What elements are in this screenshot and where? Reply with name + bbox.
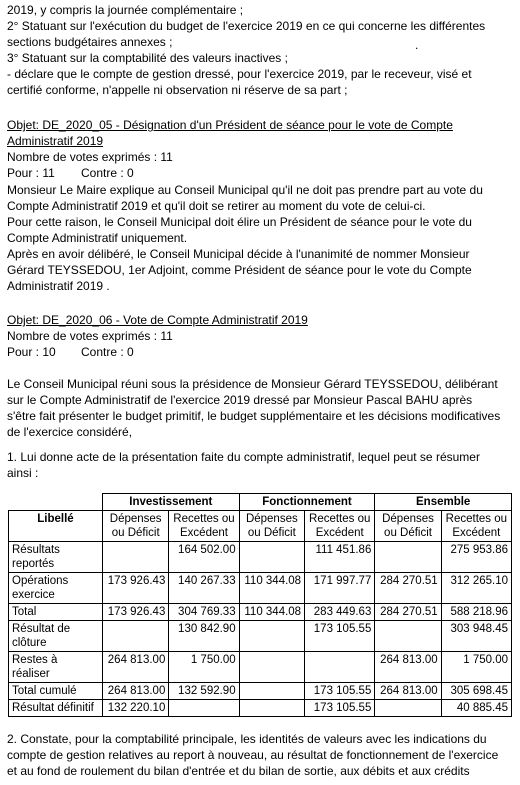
paragraph-line: Après en avoir délibéré, le Conseil Municipal décide à l'unanimité de nommer Monsieur bbox=[7, 247, 470, 261]
table-row bbox=[9, 542, 512, 573]
table-cell: 275 953.86 bbox=[441, 542, 511, 573]
objet-05-body bbox=[7, 182, 510, 294]
paragraph-line: Administratif 2019 . bbox=[7, 279, 110, 293]
row-label bbox=[9, 700, 103, 717]
table-cell: 1 750.00 bbox=[441, 652, 511, 683]
empty-corner bbox=[9, 494, 103, 511]
table-cell bbox=[305, 652, 375, 683]
row-label-line: clôture bbox=[12, 637, 47, 649]
row-label bbox=[9, 542, 103, 573]
intro-line: 2° Statuant sur l'exécution du budget de l'exercice 2019 en ce qui concerne les différentes bbox=[7, 19, 486, 33]
paragraph-line: compte de gestion relatives au report à nouveau, au résultat de fonctionnement de l'exercice bbox=[7, 748, 499, 762]
paragraph-line: Gérard TEYSSEDOU, 1er Adjoint, comme Président de séance pour le vote du Compte bbox=[7, 263, 472, 277]
intro-line: 3° Statuant sur la comptabilité des valeurs inactives ; bbox=[7, 51, 288, 65]
table-cell: 588 218.96 bbox=[441, 604, 511, 621]
paragraph-line: Compte Administratif 2019 et qu'il doit se retirer au moment du vote de celui-ci. bbox=[7, 199, 426, 213]
table-cell: 264 813.00 bbox=[375, 683, 441, 700]
table-cell bbox=[103, 621, 169, 652]
paragraph-line: Compte Administratif uniquement. bbox=[7, 231, 188, 245]
paragraph-line: Pour cette raison, le Conseil Municipal doit élire un Président de séance pour le vote du bbox=[7, 215, 472, 229]
header-recettes bbox=[441, 511, 511, 542]
objet-06-tally bbox=[7, 344, 510, 360]
table-cell: 110 344.08 bbox=[239, 573, 304, 604]
header-line: Dépenses bbox=[382, 513, 434, 525]
header-line: Recettes ou bbox=[173, 513, 235, 525]
intro-line: sections budgétaires annexes ; bbox=[7, 35, 173, 49]
row-label-line: Résultat définitif bbox=[12, 702, 94, 714]
table-cell: 173 105.55 bbox=[305, 683, 375, 700]
table-cell bbox=[375, 700, 441, 717]
table-cell: 173 105.55 bbox=[305, 621, 375, 652]
header-line: ou Déficit bbox=[247, 527, 296, 539]
paragraph-line: s'être fait présenter le budget primitif, le budget supplémentaire et les décisions modificatives bbox=[7, 409, 501, 423]
row-label-line: reportés bbox=[12, 558, 55, 570]
paragraph-line: et au fond de roulement du bilan d'entrée et du bilan de sortie, aux débits et aux crédits bbox=[7, 764, 470, 778]
table-cell: 140 267.33 bbox=[169, 573, 239, 604]
objet-06-votes: Nombre de votes exprimés : 11 bbox=[7, 329, 173, 343]
objet-05-tally bbox=[7, 165, 510, 181]
table-cell: 111 451.86 bbox=[305, 542, 375, 573]
table-cell: 110 344.08 bbox=[239, 604, 304, 621]
header-line: Excédent bbox=[180, 527, 228, 539]
table-row bbox=[9, 683, 512, 700]
table-sub-header-row bbox=[9, 511, 512, 542]
row-label-line: Résultats bbox=[12, 544, 60, 556]
paragraph-line: ainsi : bbox=[7, 466, 39, 480]
objet-05-pour: Pour : 11 bbox=[7, 166, 55, 180]
header-line: Excédent bbox=[315, 527, 364, 539]
header-line: ou Déficit bbox=[384, 527, 432, 539]
intro-line: 2019, y compris la journée complémentaire ; bbox=[7, 3, 244, 17]
table-cell bbox=[169, 700, 239, 717]
objet-06-title: Objet: DE_2020_06 - Vote de Compte Administratif 2019 bbox=[7, 313, 308, 327]
table-cell: 40 885.45 bbox=[441, 700, 511, 717]
header-line: Recettes ou bbox=[309, 513, 371, 525]
intro-paragraph bbox=[7, 2, 510, 98]
table-cell: 264 813.00 bbox=[103, 683, 169, 700]
table-row bbox=[9, 604, 512, 621]
paragraph-line: Le Conseil Municipal réuni sous la présidence de Monsieur Gérard TEYSSEDOU, délibérant bbox=[7, 377, 498, 391]
objet-06-contre: Contre : 0 bbox=[81, 345, 134, 359]
table-body bbox=[9, 542, 512, 717]
header-depenses bbox=[239, 511, 304, 542]
table-cell: 1 750.00 bbox=[169, 652, 239, 683]
resume-intro bbox=[7, 449, 510, 481]
objet-06-section bbox=[7, 312, 510, 360]
group-ensemble: Ensemble bbox=[375, 494, 512, 511]
table-cell: 264 813.00 bbox=[103, 652, 169, 683]
header-line: ou Déficit bbox=[111, 527, 160, 539]
table-cell bbox=[239, 542, 304, 573]
table-cell: 132 592.90 bbox=[169, 683, 239, 700]
paragraph-line: 1. Lui donne acte de la présentation faite du compte administratif, lequel peut se résumer bbox=[7, 450, 480, 464]
row-label-line: Résultat de bbox=[12, 623, 71, 635]
table-cell: 284 270.51 bbox=[375, 573, 441, 604]
objet-05-title: Objet: DE_2020_05 - Désignation d'un Président de séance pour le vote de Compte bbox=[7, 118, 453, 132]
table-cell: 284 270.51 bbox=[375, 604, 441, 621]
row-label-line: Opérations bbox=[12, 575, 69, 587]
table-cell bbox=[375, 621, 441, 652]
intro-line: certifié conforme, n'appelle ni observation ni réserve de sa part ; bbox=[7, 83, 348, 97]
header-line: Recettes ou bbox=[445, 513, 508, 525]
table-cell: 303 948.45 bbox=[441, 621, 511, 652]
table-cell bbox=[103, 542, 169, 573]
header-depenses bbox=[103, 511, 169, 542]
intro-line: - déclare que le compte de gestion dressé, pour l'exercice 2019, par le receveur, visé et bbox=[7, 67, 472, 81]
row-label bbox=[9, 604, 103, 621]
outro-paragraph bbox=[7, 731, 510, 779]
row-label bbox=[9, 652, 103, 683]
table-cell: 132 220.10 bbox=[103, 700, 169, 717]
table-row bbox=[9, 700, 512, 717]
paragraph-line: sur le Compte Administratif de l'exercice 2019 dressé par Monsieur Pascal BAHU après bbox=[7, 393, 473, 407]
table-cell: 164 502.00 bbox=[169, 542, 239, 573]
objet-05-title-cont: Administratif 2019 bbox=[7, 134, 104, 148]
table-cell bbox=[239, 621, 304, 652]
table-row bbox=[9, 573, 512, 604]
table-row bbox=[9, 652, 512, 683]
paragraph-line: Monsieur Le Maire explique au Conseil Municipal qu'il ne doit pas prendre part au vote du bbox=[7, 183, 483, 197]
table-cell: 173 926.43 bbox=[103, 604, 169, 621]
table-cell: 305 698.45 bbox=[441, 683, 511, 700]
row-label bbox=[9, 573, 103, 604]
table-cell: 171 997.77 bbox=[305, 573, 375, 604]
row-label bbox=[9, 621, 103, 652]
row-label-line: réaliser bbox=[12, 668, 50, 680]
objet-06-body bbox=[7, 376, 510, 440]
compte-administratif-table bbox=[8, 493, 512, 717]
paragraph-line: 2. Constate, pour la comptabilité principale, les identités de valeurs avec les indications du bbox=[7, 732, 487, 746]
group-investissement: Investissement bbox=[103, 494, 240, 511]
header-line: Excédent bbox=[452, 527, 501, 539]
objet-05-votes: Nombre de votes exprimés : 11 bbox=[7, 150, 173, 164]
table-group-header-row bbox=[9, 494, 512, 511]
objet-05-section bbox=[7, 117, 510, 181]
table-cell: 304 769.33 bbox=[169, 604, 239, 621]
table-cell: 173 926.43 bbox=[103, 573, 169, 604]
header-recettes bbox=[169, 511, 239, 542]
row-label-line: Total bbox=[12, 606, 37, 618]
table-row bbox=[9, 621, 512, 652]
header-line: Dépenses bbox=[245, 513, 298, 525]
table-cell bbox=[239, 683, 304, 700]
table-cell: 173 105.55 bbox=[305, 700, 375, 717]
header-depenses bbox=[375, 511, 441, 542]
objet-06-pour: Pour : 10 bbox=[7, 345, 56, 359]
header-libelle: Libellé bbox=[9, 511, 103, 542]
table-cell: 130 842.90 bbox=[169, 621, 239, 652]
group-fonctionnement: Fonctionnement bbox=[239, 494, 375, 511]
header-line: Dépenses bbox=[109, 513, 162, 525]
table-cell: 264 813.00 bbox=[375, 652, 441, 683]
row-label bbox=[9, 683, 103, 700]
stray-dot: . bbox=[415, 38, 419, 52]
row-label-line: exercice bbox=[12, 589, 55, 601]
table-cell: 312 265.10 bbox=[441, 573, 511, 604]
table-cell bbox=[239, 652, 304, 683]
table-cell bbox=[239, 700, 304, 717]
header-recettes bbox=[305, 511, 375, 542]
row-label-line: Total cumulé bbox=[12, 685, 77, 697]
paragraph-line: de l'exercice considéré, bbox=[7, 425, 133, 439]
objet-05-contre: Contre : 0 bbox=[81, 166, 134, 180]
table-cell: 283 449.63 bbox=[305, 604, 375, 621]
table-cell bbox=[375, 542, 441, 573]
row-label-line: Restes à bbox=[12, 654, 58, 666]
